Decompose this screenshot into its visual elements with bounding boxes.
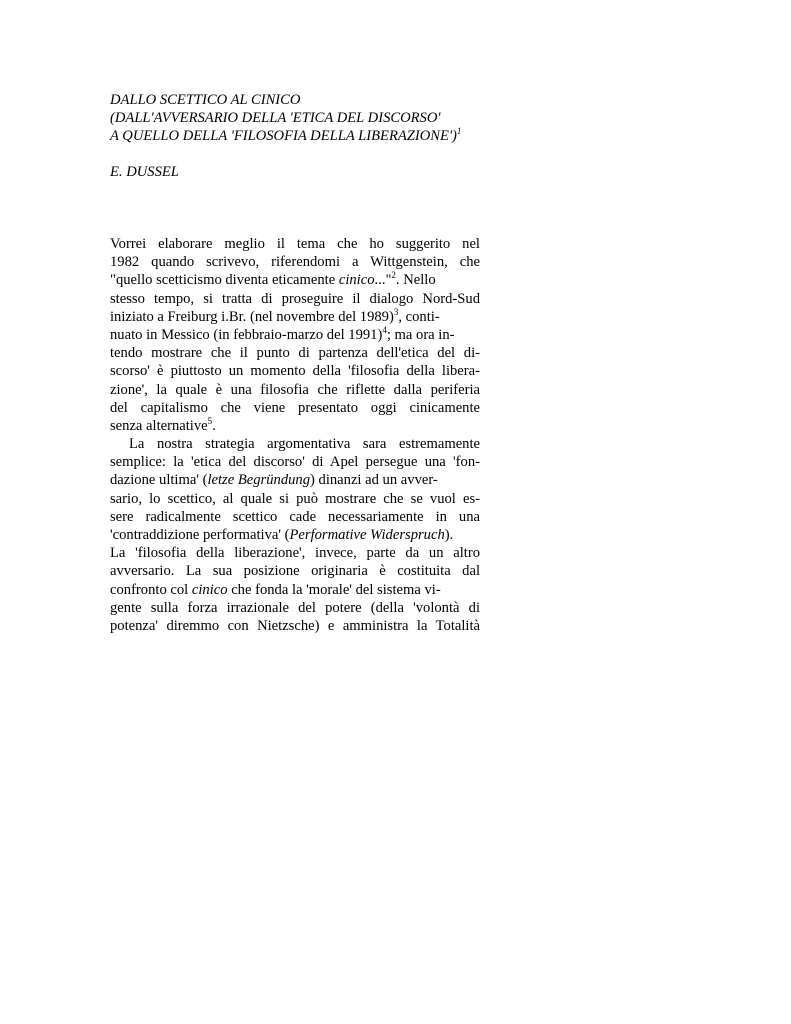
p1-line-8: scorso' è piuttosto un momento della 'filosofia della libera-: [110, 363, 480, 380]
p2-line-3a: dazione ultima' (: [110, 472, 208, 489]
p2-line-8: avversario. La sua posizione originaria è costituita dal: [110, 563, 480, 580]
p2-line-2: semplice: la 'etica del discorso' di Apel persegue una 'fon-: [110, 454, 480, 471]
author-name: E. DUSSEL: [110, 164, 179, 180]
p2-line-5: sere radicalmente scettico cade necessariamente in una: [110, 508, 480, 525]
p2-line-1: La nostra strategia argomentativa sara estremamente: [129, 436, 480, 453]
p1-line-5b: , conti-: [398, 308, 440, 325]
article-title: [110, 91, 461, 145]
p1-line-5a: iniziato a Freiburg i.Br. (nel novembre del 1989): [110, 308, 394, 325]
p2-line-9c: che fonda la 'morale' del sistema vi-: [227, 581, 441, 598]
p1-line-11a: senza alternative: [110, 417, 208, 434]
p2-line-9: [110, 581, 480, 599]
p2-line-3c: ) dinanzi ad un avver-: [310, 472, 438, 489]
p1-line-2: 1982 quando scrivevo, riferendomi a Wittgenstein, che: [110, 254, 480, 271]
p1-line-6: [110, 326, 480, 344]
p1-line-6a: nuato in Messico (in febbraio-marzo del 1991): [110, 326, 383, 343]
p1-line-11b: .: [212, 417, 216, 434]
p1-line-3d: . Nello: [395, 272, 436, 289]
p1-line-6b: ; ma ora in-: [386, 326, 455, 343]
p1-line-11: [110, 417, 480, 435]
title-line-3-text: A QUELLO DELLA 'FILOSOFIA DELLA LIBERAZIONE'): [110, 128, 457, 144]
p2-line-9a: confronto col: [110, 581, 192, 598]
p1-line-1: Vorrei elaborare meglio il tema che ho suggerito nel: [110, 236, 480, 252]
p1-line-3a: "quello scetticismo diventa eticamente: [110, 272, 339, 289]
p2-line-6a: 'contraddizione performativa' (: [110, 527, 290, 543]
p1-line-3-italic: cinico: [338, 272, 375, 289]
p2-line-10: gente sulla forza irrazionale del potere (della 'volontà di: [110, 599, 480, 616]
title-line-1: DALLO SCETTICO AL CINICO: [110, 92, 301, 108]
footnote-ref-2: 2: [391, 270, 396, 281]
p1-line-3: [110, 271, 480, 289]
p2-line-7: La 'filosofia della liberazione', invece, parte da un altro: [110, 545, 480, 562]
p1-line-9: zione', la quale è una filosofia che riflette dalla periferia: [110, 381, 480, 398]
title-line-2: (DALL'AVVERSARIO DELLA 'ETICA DEL DISCORSO': [110, 110, 441, 126]
p1-line-5: [110, 308, 480, 326]
p2-line-3-italic: letze Begründung: [207, 472, 311, 489]
p2-line-9-italic: cinico: [191, 581, 228, 598]
p1-line-4: stesso tempo, si tratta di proseguire il dialogo Nord-Sud: [110, 290, 480, 307]
p1-line-7: tendo mostrare che il punto di partenza dell'etica del di-: [110, 345, 480, 362]
footnote-ref-1: 1: [456, 126, 462, 137]
p2-line-4: sario, lo scettico, al quale si può mostrare che se vuol es-: [110, 490, 480, 507]
p1-line-3c: ...": [374, 272, 392, 289]
footnote-ref-5: 5: [207, 416, 213, 427]
p2-line-11: potenza' diremmo con Nietzsche) e amministra la Totalità: [110, 617, 480, 634]
footnote-ref-4: 4: [382, 325, 387, 336]
footnote-ref-3: 3: [393, 306, 399, 317]
p2-line-6c: ).: [444, 527, 454, 543]
p2-line-6: [110, 526, 480, 544]
p2-line-6-italic: Performative Widerspruch: [289, 527, 445, 543]
p2-line-3: [110, 471, 480, 489]
p1-line-10: del capitalismo che viene presentato oggi cinicamente: [110, 399, 480, 416]
article-body: [110, 235, 480, 635]
title-line-3: [110, 127, 461, 145]
